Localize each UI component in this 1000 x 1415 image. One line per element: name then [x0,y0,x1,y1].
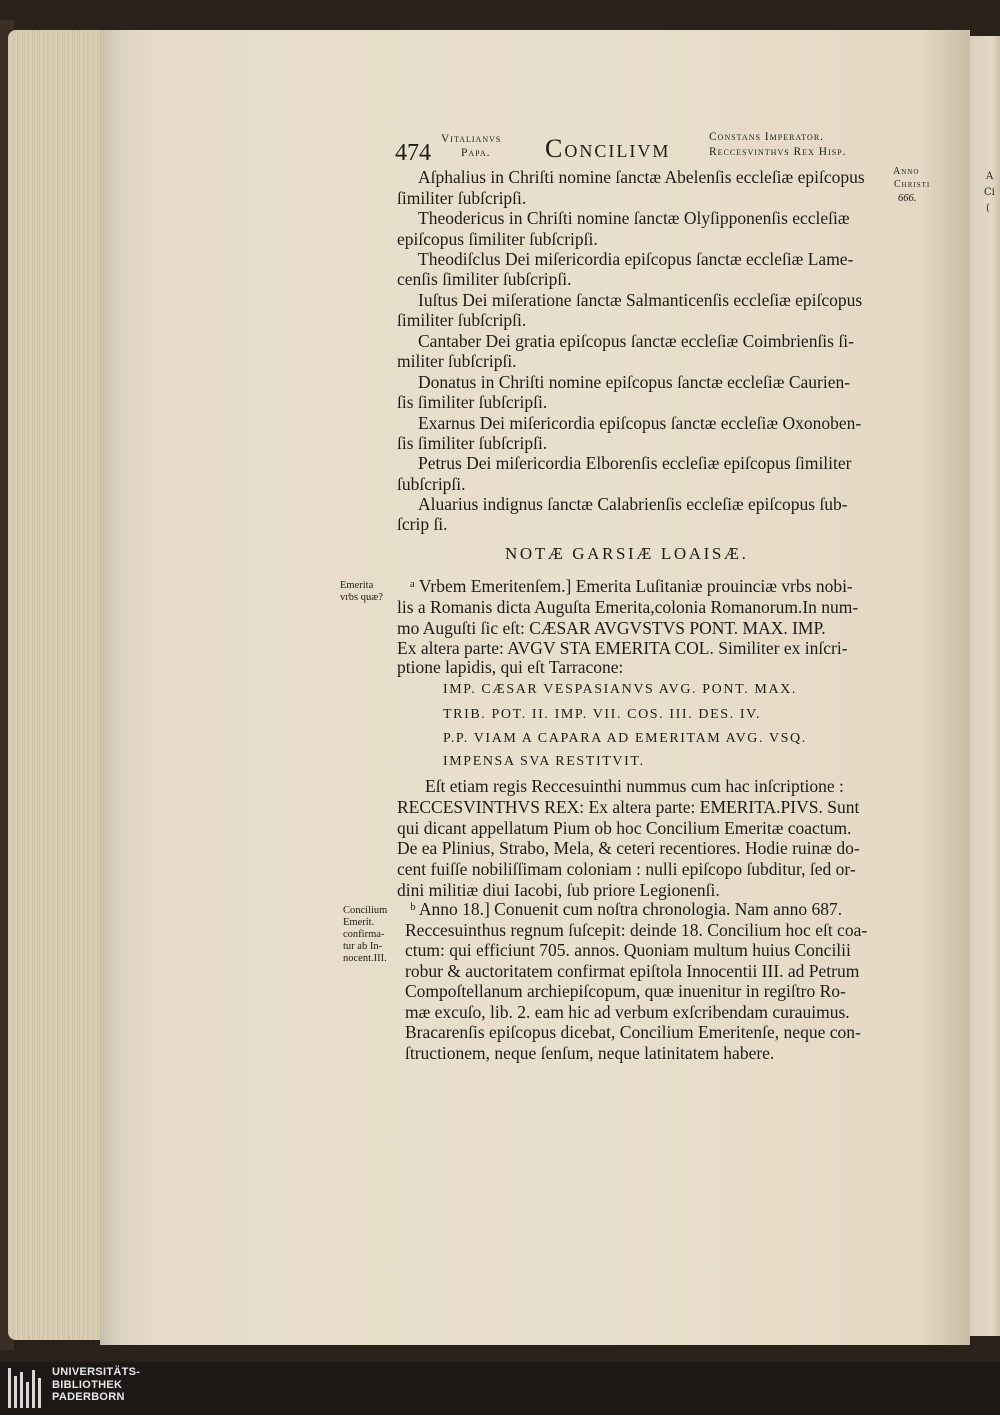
text-line: dini militiæ diui Iacobi, ſub priore Legionenſi. [397,880,720,900]
text-line: ᵇ Anno 18.] Conuenit cum noſtra chronologia. Nam anno 687. [410,899,843,919]
library-footer [0,1362,1000,1415]
text-line: ᵃ Vrbem Emeritenſem.] Emerita Luſitaniæ prouinciæ vrbs nobi- [410,576,853,596]
text-line: Aſphalius in Chriſti nomine ſanctæ Abelenſis eccleſiæ epiſcopus [418,167,865,187]
inscription-line: IMPENSA SVA RESTITVIT. [443,754,645,769]
text-line: ſimiliter ſubſcripſi. [397,310,527,330]
text-line: De ea Plinius, Strabo, Mela, & ceteri recentiores. Hodie ruinæ do- [397,838,860,858]
text-line: lis a Romanis dicta Auguſta Emerita,colonia Romanorum.In num- [397,597,859,617]
margin-note-emerita: Emerita vrbs quæ? [340,580,383,603]
text-line: ſis ſimiliter ſubſcripſi. [397,392,548,412]
text-line: cenſis ſimiliter ſubſcripſi. [397,269,572,289]
inscription-line: P.P. VIAM A CAPARA AD EMERITAM AVG. VSQ. [443,731,807,746]
text-line: mæ excuſo, lib. 2. eam hic ad verbum exſcribendam curauimus. [405,1002,850,1022]
anno-label: Anno [893,166,920,177]
text-line: ſis ſimiliter ſubſcripſi. [397,433,548,453]
library-name-line: PADERBORN [52,1391,125,1403]
text-line: Donatus in Chriſti nomine epiſcopus ſanctæ eccleſiæ Caurien- [418,372,851,392]
inscription-line: IMP. CÆSAR VESPASIANVS AVG. PONT. MAX. [443,682,797,697]
notes-heading: NOTÆ GARSIÆ LOAISÆ. [505,544,749,563]
text-line: ſtructionem, neque ſenſum, neque latinitatem habere. [405,1043,775,1063]
library-name-line: UNIVERSITÄTS- [52,1366,141,1378]
page-number: 474 [395,140,431,166]
text-line: Bracarenſis epiſcopus dicebat, Concilium Emeritenſe, neque con- [405,1022,861,1042]
text-line: militer ſubſcripſi. [397,351,517,371]
text-line: Ex altera parte: AVGV STA EMERITA COL. Similiter ex inſcri- [397,638,848,658]
christi-label: Christi [894,179,931,190]
header-pope: Vitalianvs [441,133,502,145]
text-line: Eſt etiam regis Reccesuinthi nummus cum hac inſcriptione : [425,776,844,796]
library-logo-icon [8,1368,46,1408]
facing-page-text-2: Ci [984,187,995,198]
text-line: cent fuiſſe nobiliſſimam coloniam : nulli epiſcopo ſubditur, ſed or- [397,859,856,879]
library-name [52,1366,140,1404]
text-line: Iuſtus Dei miſeratione ſanctæ Salmanticenſis eccleſiæ epiſcopus [418,290,863,310]
header-pope-title: Papa. [461,147,491,159]
text-line: epiſcopus ſimiliter ſubſcripſi. [397,229,598,249]
text-line: ptione lapidis, qui eſt Tarracone: [397,657,624,677]
text-line: ſimiliter ſubſcripſi. [397,188,527,208]
year-666: 666. [898,193,917,204]
facing-page-text-1: A [986,171,994,182]
text-line: mo Auguſti ſic eſt: CÆSAR AVGVSTVS PONT. MAX. IMP. [397,618,826,638]
text-line: Theodericus in Chriſti nomine ſanctæ Olyſipponenſis eccleſiæ [418,208,850,228]
text-line: qui dicant appellatum Pium ob hoc Concilium Emeritæ coactum. [397,818,852,838]
text-line: robur & auctoritatem confirmat epiſtola Innocentii III. ad Petrum [405,961,860,981]
text-line: ctum: qui efficiunt 705. annos. Quoniam multum huius Concilii [405,940,851,960]
text-line: Petrus Dei miſericordia Elborenſis eccleſiæ epiſcopus ſimiliter [418,453,852,473]
text-line: ſcrip ſi. [397,514,448,534]
page-block-edges [8,30,104,1340]
text-line: Aluarius indignus ſanctæ Calabrienſis eccleſiæ epiſcopus ſub- [418,494,848,514]
text-line: Reccesuinthus regnum ſuſcepit: deinde 18. Concilium hoc eſt coa- [405,920,868,940]
text-line: ſubſcripſi. [397,474,466,494]
inscription-line: TRIB. POT. II. IMP. VII. COS. III. DES. IV. [443,707,762,722]
header-king: Reccesvinthvs Rex Hisp. [709,146,847,158]
facing-page-text-3: ( [986,203,990,214]
library-name-line: BIBLIOTHEK [52,1378,123,1391]
text-line: Compoſtellanum archiepiſcopum, quæ inuenitur in regiſtro Ro- [405,981,846,1001]
header-emperor: Constans Imperator. [709,131,825,143]
header-title: Concilivm [545,134,671,163]
text-line: Theodiſclus Dei miſericordia epiſcopus ſanctæ eccleſiæ Lame- [418,249,854,269]
text-line: RECCESVINTHVS REX: Ex altera parte: EMERITA.PIVS. Sunt [397,797,860,817]
text-line: Cantaber Dei gratia epiſcopus ſanctæ eccleſiæ Coimbrienſis ſi- [418,331,854,351]
margin-note-concilium: Concilium Emerit. confirma- tur ab In- nocent.III. [343,905,388,964]
text-line: Exarnus Dei miſericordia epiſcopus ſanctæ eccleſiæ Oxonoben- [418,413,862,433]
